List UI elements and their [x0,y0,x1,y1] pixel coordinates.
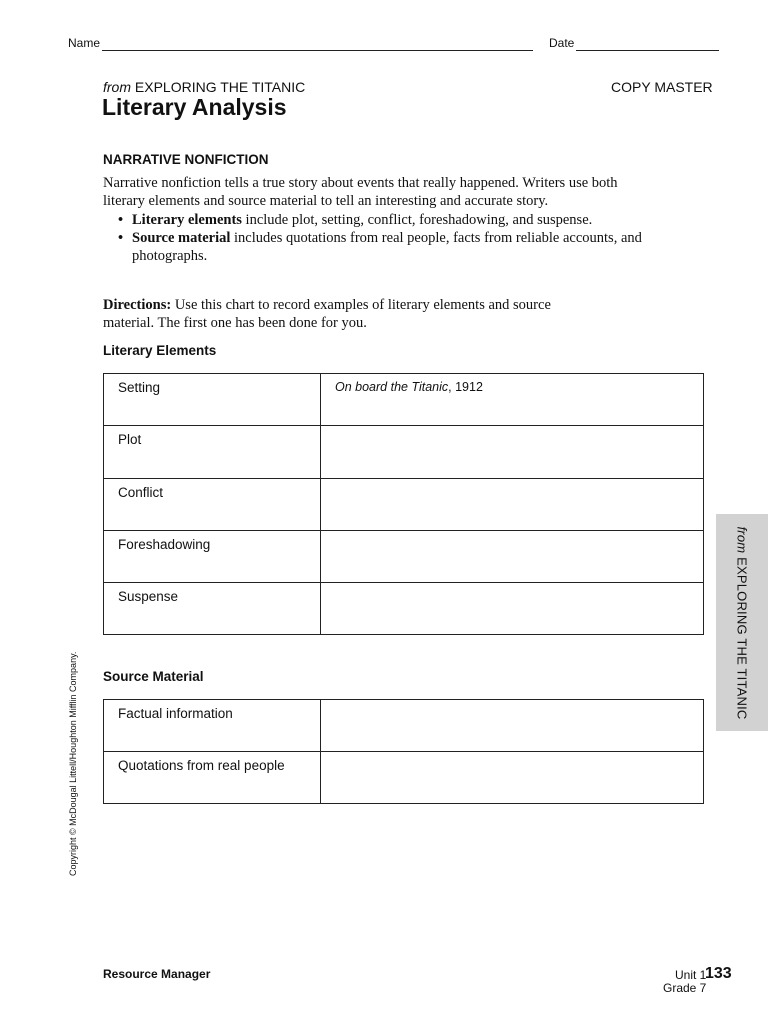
literary-elements-heading: Literary Elements [103,343,217,358]
name-line[interactable] [102,50,533,51]
side-tab-title: EXPLORING THE TITANIC [734,556,750,720]
footer-unit-grade [663,969,706,995]
table-row [104,374,704,426]
selection-line [103,79,305,95]
directions-text: Use this chart to record examples of literary elements and source material. The first one has been done for you. [103,297,551,331]
table-row [104,479,704,531]
row-label: Plot [104,426,321,479]
side-tab-from: from [734,525,750,553]
row-label: Suspense [104,583,321,635]
selection-title: EXPLORING THE TITANIC [134,79,306,95]
page-number: 133 [705,965,732,982]
bullet-term: Literary elements [132,212,242,228]
table-row [104,531,704,583]
source-material-table [103,699,704,804]
copy-master-label: COPY MASTER [611,79,713,95]
literary-elements-table [103,373,704,635]
table-row [104,426,704,479]
row-answer[interactable] [321,752,704,804]
footer-resource-manager: Resource Manager [103,967,211,981]
copyright-notice: Copyright © McDougal Littell/Houghton Mifflin Company. [68,651,78,876]
name-label: Name [68,36,101,50]
date-label: Date [549,36,575,50]
row-label: Quotations from real people [104,752,321,804]
bullet-item [118,229,658,265]
row-label: Conflict [104,479,321,531]
row-answer[interactable] [321,479,704,531]
footer-grade: Grade 7 [663,981,707,995]
row-label: Factual information [104,700,321,752]
bullet-text: includes quotations from real people, facts from reliable accounts, and photographs. [132,230,642,264]
bullet-list [118,211,658,265]
side-tab-label [735,526,750,719]
bullet-term: Source material [132,230,231,246]
answer-italic: On board the Titanic [335,380,449,394]
table-row [104,700,704,752]
bullet-item [118,211,658,229]
directions-label: Directions: [103,297,172,313]
row-label: Foreshadowing [104,531,321,583]
row-label: Setting [104,374,321,426]
row-answer[interactable] [321,374,704,426]
row-answer[interactable] [321,700,704,752]
answer-plain: , 1912 [448,380,483,394]
from-word: from [103,79,131,95]
footer-unit: Unit 1 [675,968,707,982]
source-material-heading: Source Material [103,669,204,684]
side-tab [716,514,768,731]
intro-paragraph: Narrative nonfiction tells a true story about events that really happened. Writers use both literary elements and source material to tell an interesting and accurate story. [103,175,618,209]
page-title: Literary Analysis [102,94,287,120]
table-row [104,752,704,804]
row-answer[interactable] [321,583,704,635]
row-answer[interactable] [321,531,704,583]
directions [103,296,603,332]
row-answer[interactable] [321,426,704,479]
table-row [104,583,704,635]
bullet-text: include plot, setting, conflict, foreshadowing, and suspense. [241,212,593,228]
section-heading: NARRATIVE NONFICTION [103,152,269,167]
date-line[interactable] [576,50,719,51]
